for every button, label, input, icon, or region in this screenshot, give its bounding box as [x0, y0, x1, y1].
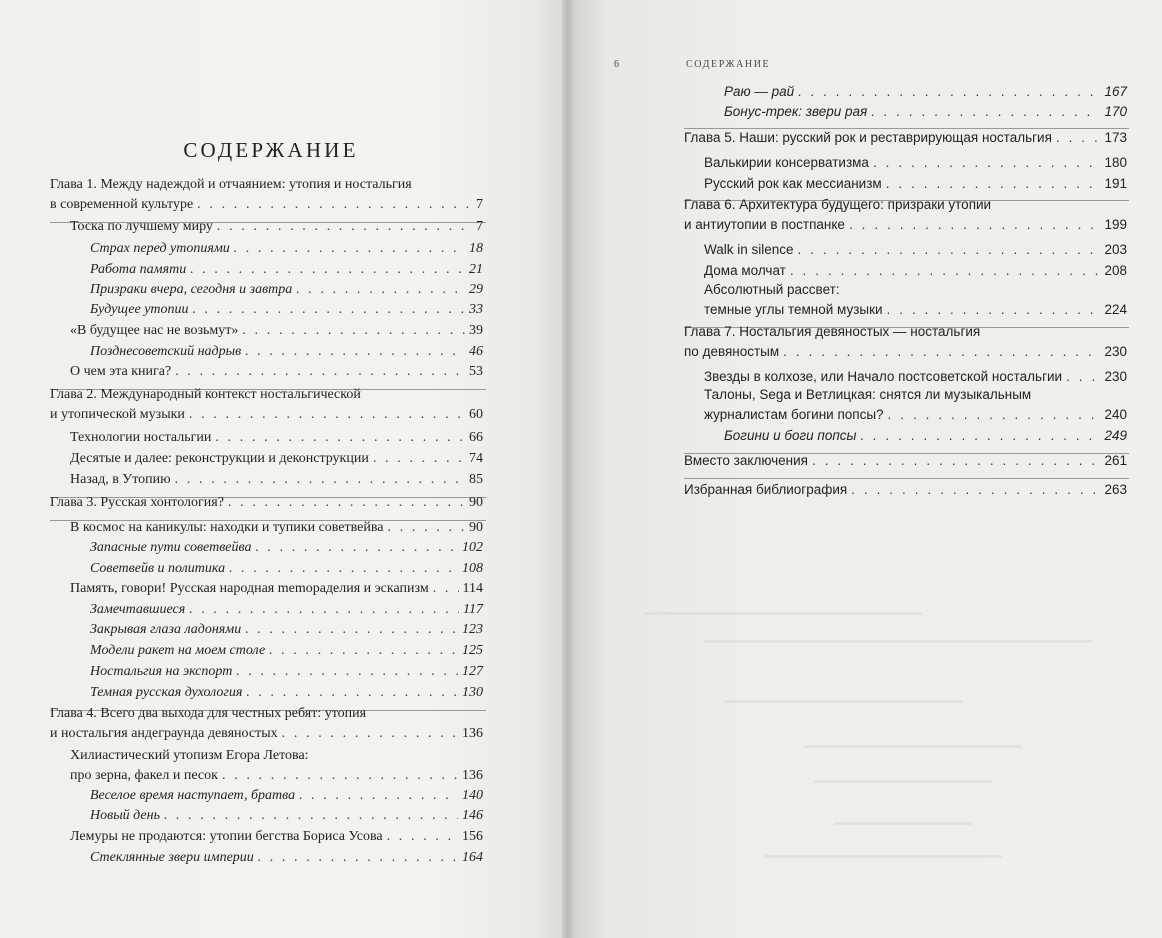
toc-page-number: 33 [469, 302, 483, 317]
toc-entry-title: Глава 3. Русская хонтология? [50, 495, 224, 510]
toc-entry[interactable] [90, 662, 483, 682]
toc-entry-title: Бонус-трек: звери рая [724, 104, 868, 119]
toc-entry-title: Избранная библиография [684, 482, 848, 497]
dot-leader [193, 300, 465, 320]
dot-leader [189, 405, 465, 425]
toc-entry[interactable] [70, 428, 483, 448]
toc-entry[interactable] [90, 600, 483, 620]
toc-entry-title-line: Глава 2. Международный контекст ностальгической [50, 387, 361, 402]
toc-entry[interactable] [90, 620, 483, 640]
toc-entry[interactable] [90, 786, 483, 806]
toc-entry-title: Будущее утопии [90, 302, 189, 317]
dot-leader [242, 321, 465, 341]
toc-entry[interactable] [90, 342, 483, 362]
toc-page-number: 164 [462, 850, 483, 865]
toc-entry-title: Позднесоветский надрыв [90, 344, 242, 359]
dot-leader [197, 195, 472, 215]
dot-leader [798, 82, 1100, 102]
dot-leader [228, 493, 465, 513]
dot-leader [245, 620, 458, 640]
toc-entry[interactable] [90, 806, 483, 826]
toc-entry[interactable] [70, 579, 483, 599]
toc-page-number: 123 [462, 622, 483, 637]
dot-leader [222, 766, 458, 786]
dot-leader [849, 215, 1101, 235]
toc-entry-title: Темная русская духология [90, 685, 243, 700]
toc-entry[interactable] [684, 342, 1127, 362]
toc-entry[interactable] [724, 426, 1127, 446]
toc-page-number: 90 [469, 495, 483, 510]
toc-entry[interactable] [50, 405, 483, 425]
toc-entry-title: Модели ракет на моем столе [90, 643, 266, 658]
toc-entry[interactable] [70, 449, 483, 469]
toc-entry-title: Богини и боги попсы [724, 428, 857, 443]
page-number: 6 [614, 59, 619, 70]
toc-page-number: 208 [1104, 263, 1127, 278]
toc-page-number: 117 [463, 602, 483, 617]
toc-page-number: 114 [462, 581, 483, 596]
toc-entry-title: Технологии ностальгии [70, 430, 212, 445]
toc-entry-title: Призраки вчера, сегодня и завтра [90, 282, 293, 297]
dot-leader [812, 451, 1100, 471]
dot-leader [234, 239, 465, 259]
dot-leader [229, 559, 458, 579]
toc-entry-title: Walk in silence [704, 242, 794, 257]
dot-leader [164, 806, 458, 826]
toc-page-number: 136 [462, 768, 483, 783]
toc-list-right [574, 0, 1162, 938]
toc-entry[interactable] [724, 102, 1127, 122]
toc-page-number: 7 [476, 197, 483, 212]
toc-page-number: 224 [1104, 302, 1127, 317]
toc-entry[interactable] [70, 217, 483, 237]
toc-page-number: 18 [469, 241, 483, 256]
toc-entry-title: Закрывая глаза ладонями [90, 622, 242, 637]
toc-list-left [0, 0, 568, 938]
toc-page-number: 127 [462, 664, 483, 679]
dot-leader [1056, 128, 1101, 148]
toc-page-number: 130 [462, 685, 483, 700]
toc-entry[interactable] [704, 261, 1127, 281]
toc-entry-title: и антиутопии в постпанке [684, 217, 845, 232]
dot-leader [373, 449, 465, 469]
toc-entry[interactable] [90, 300, 483, 320]
toc-page-number: 60 [469, 407, 483, 422]
toc-page-number: 167 [1104, 84, 1127, 99]
toc-entry[interactable] [90, 538, 483, 558]
dot-leader [190, 260, 465, 280]
toc-entry-title: Страх перед утопиями [90, 241, 230, 256]
toc-entry-title: Новый день [90, 808, 160, 823]
toc-entry-title: Русский рок как мессианизм [704, 176, 882, 191]
dot-leader [175, 470, 465, 490]
toc-entry[interactable] [90, 683, 483, 703]
toc-page-number: 136 [462, 726, 483, 741]
dot-leader [282, 724, 458, 744]
toc-entry[interactable] [704, 367, 1127, 387]
toc-entry-title: по девяностым [684, 344, 780, 359]
toc-entry-title-line: Глава 7. Ностальгия девяностых — ностальгия [684, 324, 981, 339]
toc-page-number: 125 [462, 643, 483, 658]
right-page [574, 0, 1162, 938]
dot-leader [175, 362, 465, 382]
toc-entry[interactable] [50, 493, 483, 513]
toc-entry[interactable] [50, 724, 483, 744]
toc-page-number: 230 [1104, 369, 1127, 384]
toc-page-number: 21 [469, 262, 483, 277]
toc-entry[interactable] [704, 405, 1127, 425]
dot-leader [887, 300, 1101, 320]
toc-entry-title: про зерна, факел и песок [70, 768, 218, 783]
toc-page-number: 156 [462, 829, 483, 844]
toc-page-number: 108 [462, 561, 483, 576]
toc-entry-title: Раю — рай [724, 84, 795, 99]
toc-entry-title: Работа памяти [90, 262, 187, 277]
toc-entry[interactable] [724, 82, 1127, 102]
toc-page-number: 240 [1104, 407, 1127, 422]
toc-entry[interactable] [90, 260, 483, 280]
toc-page-number: 261 [1104, 453, 1127, 468]
toc-page-number: 230 [1104, 344, 1127, 359]
dot-leader [296, 280, 465, 300]
toc-entry-title-line: Талоны, Sega и Ветлицкая: снятся ли музыкальным [704, 387, 1032, 402]
toc-page-number: 53 [469, 364, 483, 379]
book-gutter [562, 0, 574, 938]
toc-entry[interactable] [50, 195, 483, 215]
toc-entry-title-line: Глава 6. Архитектура будущего: призраки утопии [684, 197, 992, 212]
dot-leader [886, 174, 1101, 194]
dot-leader [258, 848, 458, 868]
toc-page-number: 7 [476, 219, 483, 234]
toc-entry-title: Замечтавшиеся [90, 602, 186, 617]
toc-entry[interactable] [70, 321, 483, 341]
toc-entry[interactable] [90, 280, 483, 300]
toc-entry-title: и ностальгия андеграунда девяностых [50, 726, 278, 741]
toc-entry-title: Звезды в колхозе, или Начало постсоветской ностальгии [704, 369, 1063, 384]
toc-entry-title-line: Глава 1. Между надеждой и отчаянием: утопия и ностальгия [50, 177, 412, 192]
toc-entry-title: Вместо заключения [684, 453, 808, 468]
toc-entry-title-line: Хилиастический утопизм Егора Летова: [70, 748, 309, 763]
toc-entry-title-line: Глава 4. Всего два выхода для честных ребят: утопия [50, 706, 367, 721]
toc-entry[interactable] [684, 128, 1127, 148]
toc-entry[interactable] [70, 470, 483, 490]
toc-page-number: 146 [462, 808, 483, 823]
dot-leader [1066, 367, 1100, 387]
toc-entry[interactable] [704, 174, 1127, 194]
dot-leader [851, 480, 1100, 500]
toc-page-number: 191 [1104, 176, 1127, 191]
dot-leader [871, 102, 1100, 122]
toc-entry-title: Валькирии консерватизма [704, 155, 869, 170]
page-title: СОДЕРЖАНИЕ [183, 138, 359, 162]
toc-entry[interactable] [70, 362, 483, 382]
toc-entry[interactable] [684, 215, 1127, 235]
toc-entry-title: «В будущее нас не возьмут» [70, 323, 239, 338]
toc-entry-title: Ностальгия на экспорт [90, 664, 233, 679]
toc-page-number: 66 [469, 430, 483, 445]
dot-leader [245, 342, 465, 362]
toc-entry[interactable] [70, 518, 483, 538]
toc-page-number: 249 [1104, 428, 1127, 443]
toc-entry-title: Советвейв и политика [90, 561, 226, 576]
toc-entry-title: Лемуры не продаются: утопии бегства Бориса Усова [70, 829, 383, 844]
dot-leader [246, 683, 458, 703]
toc-entry[interactable] [704, 240, 1127, 260]
toc-page-number: 46 [469, 344, 483, 359]
toc-page-number: 74 [469, 451, 483, 466]
toc-entry[interactable] [684, 480, 1127, 500]
dot-leader [790, 261, 1101, 281]
dot-leader [860, 426, 1100, 446]
toc-entry[interactable] [90, 848, 483, 868]
toc-entry-title: Дома молчат [704, 263, 786, 278]
toc-entry-title: журналистам богини попсы? [704, 407, 884, 422]
toc-entry[interactable] [90, 239, 483, 259]
toc-entry[interactable] [684, 451, 1127, 471]
dot-leader [236, 662, 458, 682]
toc-entry-title: Назад, в Утопию [70, 472, 171, 487]
toc-page-number: 85 [469, 472, 483, 487]
dot-leader [388, 518, 465, 538]
dot-leader [433, 579, 459, 599]
dot-leader [888, 405, 1101, 425]
toc-entry-title: Запасные пути советвейва [90, 540, 252, 555]
dot-leader [299, 786, 458, 806]
dot-leader [255, 538, 458, 558]
toc-page-number: 180 [1104, 155, 1127, 170]
toc-entry[interactable] [704, 153, 1127, 173]
toc-entry-title: в современной культуре [50, 197, 194, 212]
toc-entry-title: Десятые и далее: реконструкции и деконструкции [70, 451, 369, 466]
left-page [0, 0, 568, 938]
toc-entry-title: Глава 5. Наши: русский рок и реставрирующая ностальгия [684, 130, 1052, 145]
toc-entry[interactable] [90, 641, 483, 661]
toc-entry[interactable] [70, 827, 483, 847]
toc-entry-title: Память, говори! Русская народная memoраделия и эскапизм [70, 581, 429, 596]
toc-entry-title: Тоска по лучшему миру [70, 219, 213, 234]
toc-page-number: 203 [1104, 242, 1127, 257]
toc-entry-title: темные углы темной музыки [704, 302, 883, 317]
dot-leader [217, 217, 472, 237]
dot-leader [387, 827, 458, 847]
running-head: СОДЕРЖАНИЕ [686, 59, 771, 70]
toc-entry[interactable] [70, 766, 483, 786]
dot-leader [215, 428, 465, 448]
toc-page-number: 170 [1104, 104, 1127, 119]
toc-page-number: 140 [462, 788, 483, 803]
dot-leader [783, 342, 1100, 362]
toc-entry-title: Веселое время наступает, братва [90, 788, 296, 803]
toc-page-number: 173 [1104, 130, 1127, 145]
toc-page-number: 199 [1104, 217, 1127, 232]
toc-entry[interactable] [704, 300, 1127, 320]
section-divider [684, 478, 1129, 479]
toc-entry-title: В космос на каникулы: находки и тупики советвейва [70, 520, 384, 535]
toc-entry-title: Стеклянные звери империи [90, 850, 254, 865]
toc-page-number: 39 [469, 323, 483, 338]
dot-leader [798, 240, 1101, 260]
dot-leader [189, 600, 459, 620]
dot-leader [873, 153, 1101, 173]
toc-page-number: 29 [469, 282, 483, 297]
toc-entry-title: О чем эта книга? [70, 364, 172, 379]
toc-entry-title-line: Абсолютный рассвет: [704, 282, 840, 297]
toc-entry[interactable] [90, 559, 483, 579]
toc-page-number: 90 [469, 520, 483, 535]
toc-entry-title: и утопической музыки [50, 407, 185, 422]
dot-leader [269, 641, 458, 661]
toc-page-number: 263 [1104, 482, 1127, 497]
toc-page-number: 102 [462, 540, 483, 555]
